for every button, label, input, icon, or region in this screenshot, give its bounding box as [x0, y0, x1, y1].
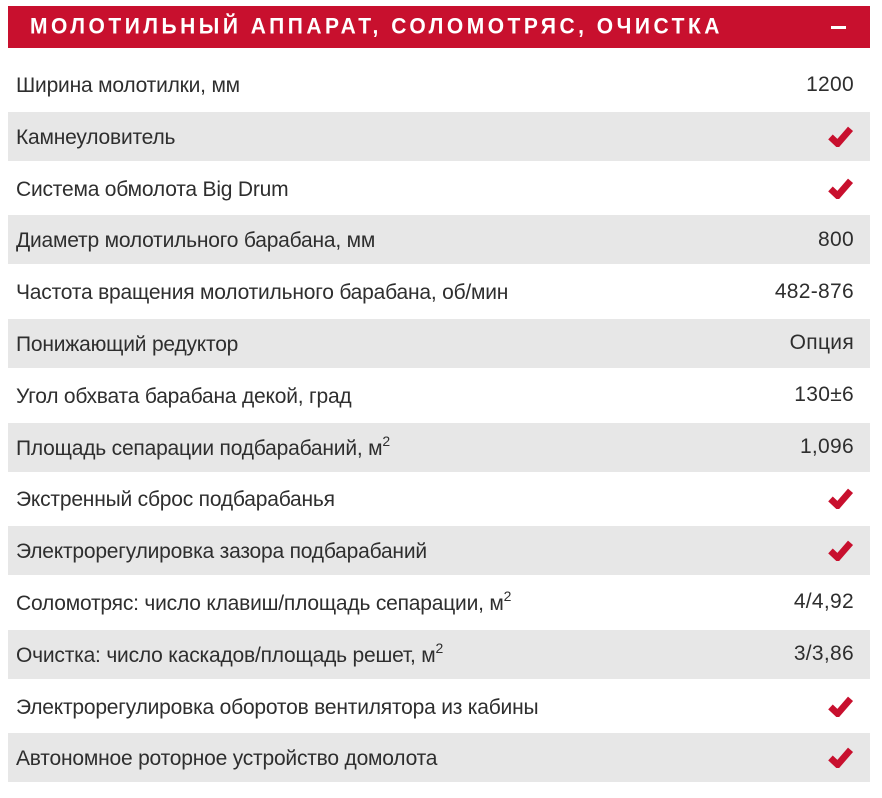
spec-label-text: Площадь сепарации подбарабаний, м [16, 436, 383, 460]
spec-row [8, 215, 870, 264]
spec-label-text: Угол обхвата барабана декой, град [16, 384, 352, 408]
spec-label-text: Ширина молотилки, мм [16, 74, 240, 97]
spec-value: 1200 [806, 72, 854, 96]
spec-label [16, 434, 800, 461]
spec-label [16, 175, 827, 202]
spec-label [16, 641, 794, 668]
section-header[interactable] [8, 6, 870, 48]
check-icon [827, 178, 854, 199]
spec-value: 130±6 [794, 383, 854, 407]
spec-label [16, 744, 827, 771]
spec-label-text: Экстренный сброс подбарабанья [16, 488, 335, 512]
check-icon [827, 540, 854, 561]
spec-label [16, 278, 775, 305]
spec-row [8, 164, 870, 213]
spec-row [8, 267, 870, 316]
spec-row [8, 733, 870, 782]
spec-value: Опция [789, 331, 854, 355]
spec-label-text: Соломотряс: число клавиш/площадь сепарации, м [16, 591, 504, 615]
spec-label-text: Очистка: число каскадов/площадь решет, м [16, 643, 436, 667]
spec-label-text: Камнеуловитель [16, 125, 176, 149]
spec-label [16, 537, 827, 564]
spec-label-text: Автономное роторное устройство домолота [16, 747, 438, 771]
spec-row [8, 526, 870, 575]
spec-value: 800 [818, 227, 854, 251]
spec-row [8, 423, 870, 472]
spec-table [8, 60, 870, 782]
check-icon [827, 126, 854, 147]
spec-label [16, 123, 827, 150]
spec-row [8, 112, 870, 161]
spec-row [8, 319, 870, 368]
spec-label-text: Понижающий редуктор [16, 332, 239, 356]
spec-label [16, 589, 794, 616]
spec-label [16, 71, 806, 98]
spec-row [8, 474, 870, 523]
spec-section [8, 6, 870, 782]
spec-label-text: Электрорегулировка зазора подбарабаний [16, 540, 427, 564]
spec-label-sup: 2 [435, 639, 444, 656]
spec-value: 3/3,86 [793, 642, 854, 666]
spec-row [8, 60, 870, 109]
spec-label-sup: 2 [503, 587, 512, 604]
spec-label [16, 485, 827, 512]
spec-value: 482-876 [774, 279, 854, 303]
section-title: МОЛОТИЛЬНЫЙ АППАРАТ, СОЛОМОТРЯС, ОЧИСТКА [30, 14, 723, 39]
spec-row [8, 682, 870, 731]
spec-row [8, 630, 870, 679]
spec-label-text: Электрорегулировка оборотов вентилятора из кабины [16, 695, 539, 719]
spec-label-sup: 2 [382, 432, 391, 449]
spec-label-text: Диаметр молотильного барабана, мм [16, 229, 376, 253]
check-icon [827, 747, 854, 768]
spec-label-text: Система обмолота Big Drum [16, 177, 289, 201]
check-icon [827, 696, 854, 717]
spec-label [16, 382, 794, 409]
spec-label [16, 226, 818, 253]
spec-label-text: Частота вращения молотильного барабана, об/мин [16, 281, 509, 305]
spec-row [8, 371, 870, 420]
check-icon [827, 488, 854, 509]
spec-value: 1,096 [799, 435, 854, 459]
spec-label [16, 693, 827, 720]
spec-row [8, 578, 870, 627]
collapse-minus-icon[interactable] [831, 26, 846, 29]
spec-label [16, 330, 790, 357]
spec-value: 4/4,92 [793, 590, 854, 614]
